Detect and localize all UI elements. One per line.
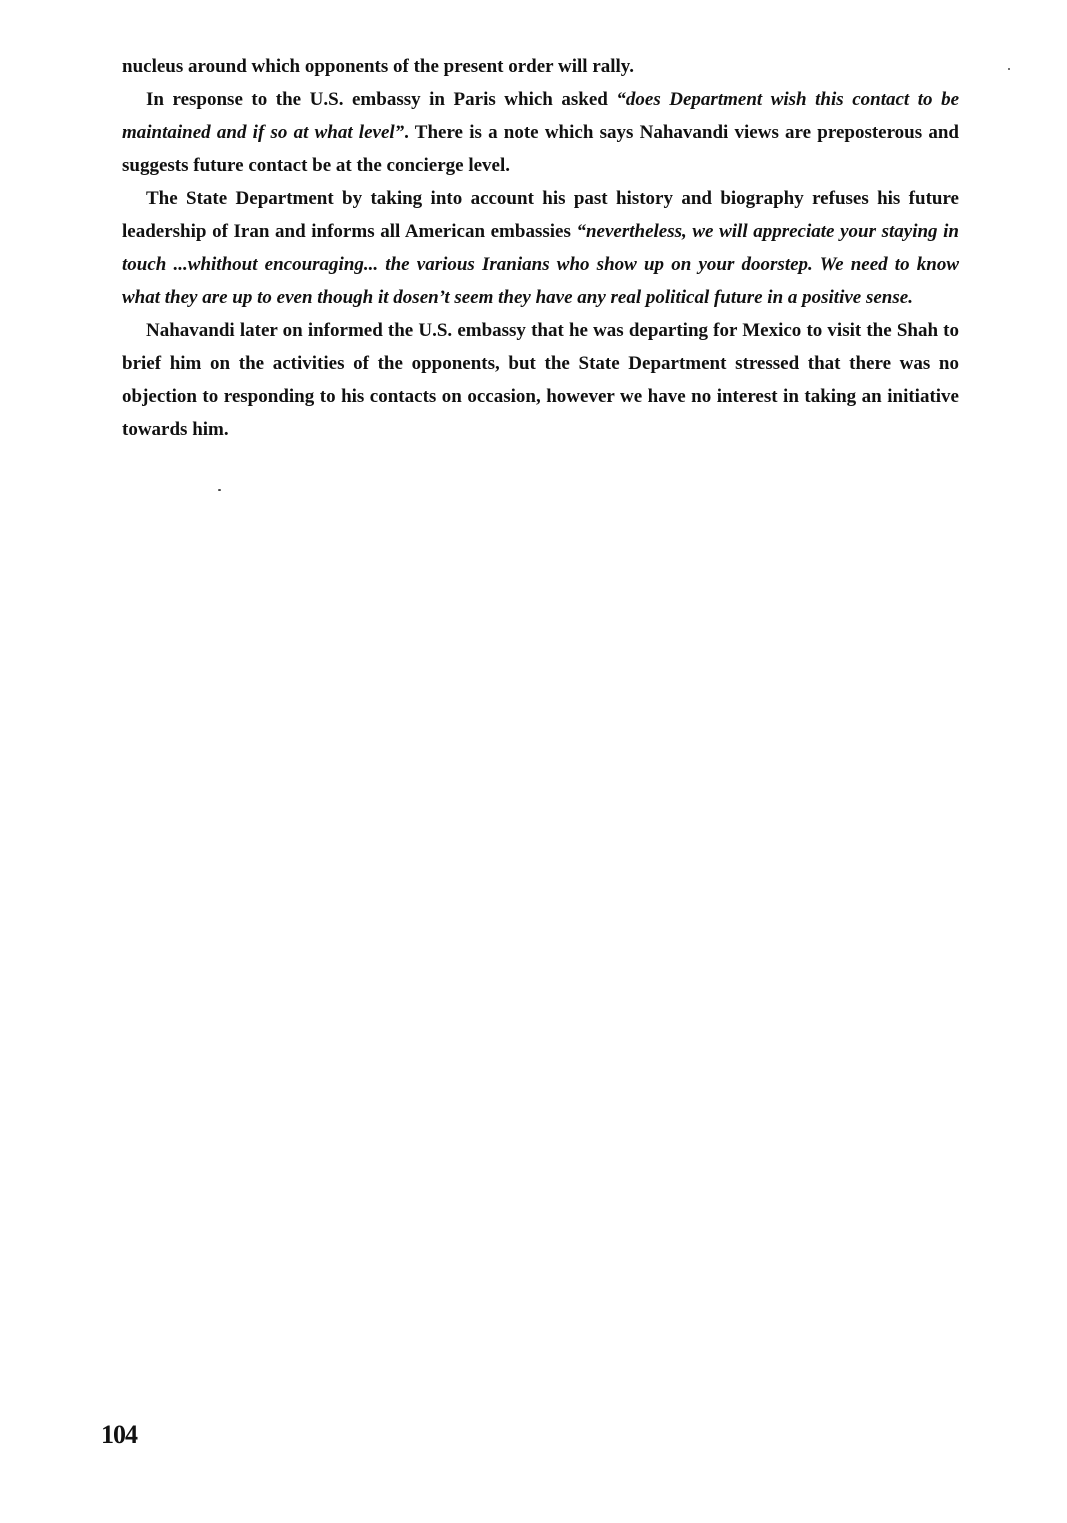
paragraph-text: nucleus around which opponents of the present order will rally. xyxy=(122,56,635,77)
quoted-text: “does Department wish this contact to be maintained and if so at what level” xyxy=(122,89,959,143)
quoted-text: “nevertheless, we will appreciate your staying in touch ...whithout encouraging... the various Iranians who show up on your doorstep. We need to know what they are up to even though it dosen’t seem they have any real political future in a positive sense. xyxy=(122,221,959,308)
paragraph-text: The State Department by taking into account his past history and biography refuses his future leadership of Iran and informs all American embassies xyxy=(122,188,959,242)
scan-speck xyxy=(1008,68,1010,70)
scan-speck xyxy=(218,489,221,491)
paragraph-text: Nahavandi later on informed the U.S. embassy that he was departing for Mexico to visit the Shah to brief him on the activities of the opponents, but the State Department stressed that there was no objection to responding to his contacts on occasion, however we have no interest in taking an initiative towards him. xyxy=(122,320,959,440)
paragraph xyxy=(122,182,959,314)
paragraph-text: . There is a note which says Nahavandi views are preposterous and suggests future contact be at the concierge level. xyxy=(122,122,959,176)
body-text xyxy=(122,50,959,446)
paragraph xyxy=(122,83,959,182)
paragraph xyxy=(122,314,959,446)
paragraph xyxy=(122,50,959,83)
paragraph-text: In response to the U.S. embassy in Paris which asked xyxy=(146,89,617,110)
page-number: 104 xyxy=(101,1420,137,1449)
